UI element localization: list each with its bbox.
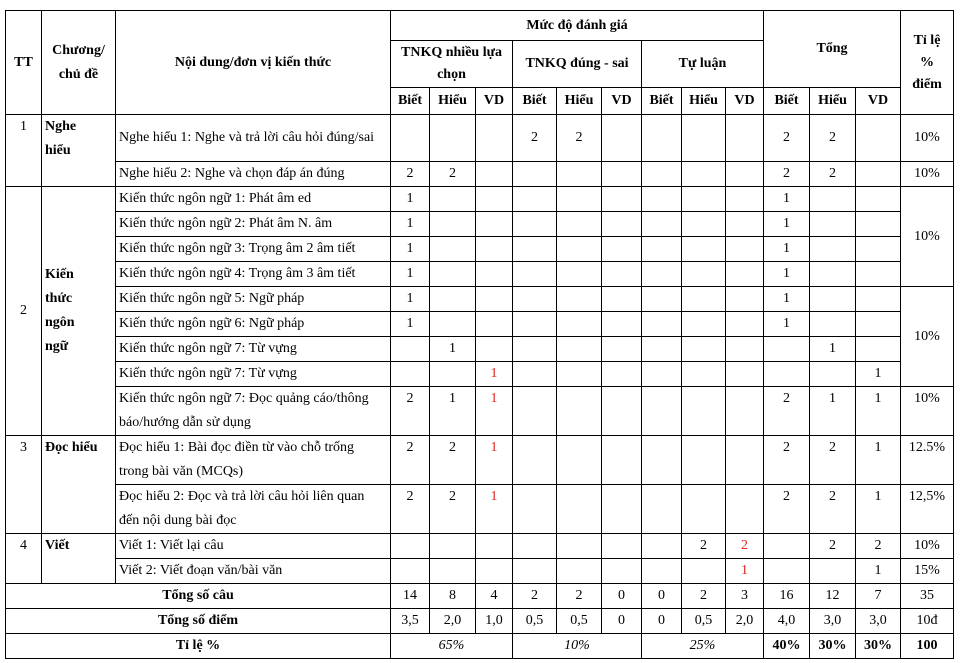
cell-e-hieu: 2: [682, 534, 726, 559]
cell-total-hieu: [810, 187, 856, 212]
sub-hieu: Hiểu: [810, 88, 856, 115]
cell-mc-biet: 1: [391, 262, 430, 287]
group-name: [42, 187, 116, 436]
cell-mc-vd: [476, 559, 513, 584]
total-count-cell: 8: [430, 584, 476, 609]
cell-tf-biet: 2: [513, 115, 557, 162]
sub-vd: VD: [602, 88, 642, 115]
cell-tf-vd: [602, 534, 642, 559]
content-cell: Kiến thức ngôn ngữ 7: Đọc quảng cáo/thông báo/hướng dẫn sử dụng: [116, 387, 391, 436]
cell-total-hieu: [810, 237, 856, 262]
cell-mc-biet: 2: [391, 436, 430, 485]
total-ratio-essay: 25%: [642, 634, 764, 659]
cell-e-vd: [726, 115, 764, 162]
cell-tf-vd: [602, 287, 642, 312]
total-points-cell: 1,0: [476, 609, 513, 634]
cell-mc-vd: 1: [476, 436, 513, 485]
cell-mc-biet: [391, 115, 430, 162]
total-ratio-mc: 65%: [391, 634, 513, 659]
cell-mc-hieu: [430, 212, 476, 237]
cell-e-hieu: [682, 162, 726, 187]
cell-total-vd: 1: [856, 485, 901, 534]
header-chapter: [42, 11, 116, 115]
cell-mc-vd: [476, 262, 513, 287]
cell-tf-biet: [513, 534, 557, 559]
cell-tf-hieu: 2: [557, 115, 602, 162]
cell-tf-hieu: [557, 212, 602, 237]
sub-hieu: Hiểu: [557, 88, 602, 115]
total-count-cell: 14: [391, 584, 430, 609]
cell-total-hieu: 2: [810, 115, 856, 162]
total-points-cell: 3,0: [810, 609, 856, 634]
cell-mc-vd: [476, 187, 513, 212]
total-count-cell: 4: [476, 584, 513, 609]
sub-biet: Biết: [391, 88, 430, 115]
cell-mc-biet: 1: [391, 287, 430, 312]
cell-ratio: 10%: [901, 287, 954, 387]
header-ratio-line2: %: [920, 54, 934, 70]
cell-e-vd: [726, 337, 764, 362]
cell-tf-vd: [602, 262, 642, 287]
group-name-line3: ngôn: [45, 315, 75, 330]
cell-tf-biet: [513, 287, 557, 312]
total-count-cell: 12: [810, 584, 856, 609]
sub-biet: Biết: [513, 88, 557, 115]
sub-biet: Biết: [764, 88, 810, 115]
cell-total-hieu: [810, 287, 856, 312]
cell-total-vd: [856, 262, 901, 287]
total-count-cell: 2: [513, 584, 557, 609]
cell-mc-biet: 1: [391, 212, 430, 237]
cell-mc-hieu: [430, 262, 476, 287]
cell-tf-vd: [602, 115, 642, 162]
cell-mc-biet: [391, 559, 430, 584]
cell-tf-hieu: [557, 162, 602, 187]
cell-tf-biet: [513, 362, 557, 387]
cell-e-hieu: [682, 115, 726, 162]
group-name-line1: Kiến: [45, 267, 74, 282]
cell-mc-biet: [391, 534, 430, 559]
cell-e-hieu: [682, 212, 726, 237]
cell-tf-hieu: [557, 387, 602, 436]
total-count-cell: 2: [682, 584, 726, 609]
cell-e-biet: [642, 436, 682, 485]
cell-total-vd: 1: [856, 362, 901, 387]
total-count-cell: 0: [642, 584, 682, 609]
sub-hieu: Hiểu: [430, 88, 476, 115]
cell-tf-vd: [602, 162, 642, 187]
cell-mc-vd: [476, 287, 513, 312]
cell-tf-biet: [513, 262, 557, 287]
cell-ratio: 12,5%: [901, 485, 954, 534]
total-points-cell: 0,5: [682, 609, 726, 634]
cell-tf-hieu: [557, 237, 602, 262]
cell-mc-hieu: 2: [430, 436, 476, 485]
sub-biet: Biết: [642, 88, 682, 115]
cell-mc-vd: [476, 237, 513, 262]
cell-total-vd: [856, 337, 901, 362]
total-ratio-all: 100: [901, 634, 954, 659]
cell-tf-biet: [513, 237, 557, 262]
cell-e-hieu: [682, 362, 726, 387]
cell-tf-hieu: [557, 436, 602, 485]
cell-total-hieu: 2: [810, 436, 856, 485]
total-points-cell: 2,0: [430, 609, 476, 634]
content-cell: Kiến thức ngôn ngữ 7: Từ vựng: [116, 362, 391, 387]
cell-tf-biet: [513, 212, 557, 237]
cell-ratio: 10%: [901, 387, 954, 436]
cell-mc-hieu: [430, 559, 476, 584]
cell-mc-hieu: [430, 237, 476, 262]
group-tt: 2: [6, 187, 42, 436]
cell-e-hieu: [682, 559, 726, 584]
sub-hieu: Hiểu: [682, 88, 726, 115]
cell-total-biet: 1: [764, 262, 810, 287]
cell-mc-vd: [476, 115, 513, 162]
cell-tf-vd: [602, 436, 642, 485]
cell-tf-hieu: [557, 262, 602, 287]
cell-total-vd: [856, 115, 901, 162]
cell-e-biet: [642, 312, 682, 337]
cell-ratio: 10%: [901, 162, 954, 187]
cell-mc-biet: 2: [391, 387, 430, 436]
cell-total-hieu: 2: [810, 485, 856, 534]
content-cell: Viết 2: Viết đoạn văn/bài văn: [116, 559, 391, 584]
cell-total-biet: 2: [764, 162, 810, 187]
cell-tf-biet: [513, 312, 557, 337]
cell-mc-biet: 1: [391, 237, 430, 262]
cell-e-hieu: [682, 485, 726, 534]
cell-total-vd: [856, 287, 901, 312]
cell-mc-hieu: [430, 287, 476, 312]
cell-e-biet: [642, 485, 682, 534]
cell-tf-hieu: [557, 559, 602, 584]
content-cell: Đọc hiểu 1: Bài đọc điền từ vào chỗ trống trong bài văn (MCQs): [116, 436, 391, 485]
group-name: [42, 115, 116, 187]
group-name-line1: Nghe: [45, 119, 77, 134]
cell-tf-vd: [602, 387, 642, 436]
cell-mc-vd: 1: [476, 362, 513, 387]
cell-tf-hieu: [557, 187, 602, 212]
content-cell: Kiến thức ngôn ngữ 1: Phát âm ed: [116, 187, 391, 212]
total-points-cell: 0: [602, 609, 642, 634]
sub-vd: VD: [856, 88, 901, 115]
cell-tf-biet: [513, 436, 557, 485]
cell-e-biet: [642, 115, 682, 162]
cell-e-hieu: [682, 387, 726, 436]
group-tt: 4: [6, 534, 42, 584]
content-cell: Kiến thức ngôn ngữ 6: Ngữ pháp: [116, 312, 391, 337]
group-tt: 1: [6, 115, 42, 187]
header-tnkq-mc-line1: TNKQ nhiều lựa: [401, 45, 502, 60]
cell-e-hieu: [682, 312, 726, 337]
total-points-cell: 3,5: [391, 609, 430, 634]
cell-total-vd: [856, 187, 901, 212]
cell-total-hieu: 1: [810, 337, 856, 362]
cell-e-biet: [642, 337, 682, 362]
total-ratio-biet: 40%: [764, 634, 810, 659]
cell-total-hieu: 2: [810, 162, 856, 187]
cell-total-vd: [856, 212, 901, 237]
cell-e-hieu: [682, 187, 726, 212]
content-cell: Kiến thức ngôn ngữ 3: Trọng âm 2 âm tiết: [116, 237, 391, 262]
cell-tf-vd: [602, 312, 642, 337]
content-cell: Viết 1: Viết lại câu: [116, 534, 391, 559]
cell-e-vd: [726, 212, 764, 237]
total-points-cell: 0,5: [513, 609, 557, 634]
cell-mc-hieu: 1: [430, 337, 476, 362]
header-ratio-line1: Tỉ lệ: [913, 32, 941, 48]
group-name-line2: thức: [45, 291, 73, 306]
cell-e-biet: [642, 212, 682, 237]
cell-total-biet: 1: [764, 287, 810, 312]
cell-mc-hieu: [430, 534, 476, 559]
cell-total-biet: 2: [764, 115, 810, 162]
total-points-cell: 4,0: [764, 609, 810, 634]
cell-mc-hieu: 1: [430, 387, 476, 436]
cell-tf-vd: [602, 559, 642, 584]
header-tt: TT: [6, 11, 42, 115]
total-points-cell: 3,0: [856, 609, 901, 634]
cell-total-biet: 2: [764, 436, 810, 485]
header-ratio-line3: điểm: [912, 76, 942, 92]
cell-tf-vd: [602, 212, 642, 237]
cell-total-biet: [764, 559, 810, 584]
header-tnkq-mc-line2: chọn: [437, 67, 466, 82]
cell-e-biet: [642, 559, 682, 584]
cell-total-biet: 2: [764, 387, 810, 436]
content-cell: Kiến thức ngôn ngữ 5: Ngữ pháp: [116, 287, 391, 312]
cell-tf-vd: [602, 485, 642, 534]
cell-mc-hieu: [430, 312, 476, 337]
group-name-line4: ngữ: [45, 339, 69, 354]
cell-mc-vd: 1: [476, 387, 513, 436]
cell-e-vd: [726, 312, 764, 337]
cell-mc-hieu: [430, 362, 476, 387]
cell-e-vd: 1: [726, 559, 764, 584]
cell-mc-vd: [476, 337, 513, 362]
cell-e-biet: [642, 387, 682, 436]
cell-ratio: 10%: [901, 115, 954, 162]
cell-tf-hieu: [557, 485, 602, 534]
cell-e-hieu: [682, 287, 726, 312]
cell-total-vd: 1: [856, 436, 901, 485]
cell-total-biet: 1: [764, 312, 810, 337]
cell-ratio: 10%: [901, 187, 954, 287]
total-ratio-label: Tỉ lệ %: [6, 634, 391, 659]
total-count-cell: 16: [764, 584, 810, 609]
total-count-cell: 3: [726, 584, 764, 609]
cell-tf-vd: [602, 337, 642, 362]
cell-total-vd: 1: [856, 387, 901, 436]
cell-e-vd: [726, 362, 764, 387]
cell-tf-biet: [513, 337, 557, 362]
cell-e-biet: [642, 534, 682, 559]
cell-mc-hieu: [430, 115, 476, 162]
cell-mc-hieu: 2: [430, 485, 476, 534]
cell-tf-vd: [602, 237, 642, 262]
cell-total-biet: 1: [764, 237, 810, 262]
cell-e-vd: [726, 436, 764, 485]
cell-mc-biet: 1: [391, 312, 430, 337]
cell-tf-hieu: [557, 362, 602, 387]
header-chapter-line2: chủ đề: [58, 66, 99, 82]
header-level: Mức độ đánh giá: [391, 11, 764, 41]
cell-total-hieu: 2: [810, 534, 856, 559]
total-count-cell: 2: [557, 584, 602, 609]
cell-e-vd: 2: [726, 534, 764, 559]
cell-e-hieu: [682, 436, 726, 485]
cell-e-vd: [726, 162, 764, 187]
total-count-cell: 35: [901, 584, 954, 609]
cell-total-hieu: [810, 362, 856, 387]
cell-mc-hieu: 2: [430, 162, 476, 187]
cell-ratio: 15%: [901, 559, 954, 584]
cell-mc-hieu: [430, 187, 476, 212]
cell-total-vd: 2: [856, 534, 901, 559]
cell-total-vd: [856, 312, 901, 337]
cell-e-hieu: [682, 237, 726, 262]
total-count-label: Tổng số câu: [6, 584, 391, 609]
content-cell: Đọc hiểu 2: Đọc và trả lời câu hỏi liên quan đến nội dung bài đọc: [116, 485, 391, 534]
group-name-line2: hiểu: [45, 143, 71, 158]
cell-tf-hieu: [557, 287, 602, 312]
header-tnkq-mc: [391, 41, 513, 88]
cell-total-biet: [764, 362, 810, 387]
cell-tf-biet: [513, 387, 557, 436]
group-name: Viết: [42, 534, 116, 584]
cell-mc-biet: [391, 337, 430, 362]
content-cell: Nghe hiểu 2: Nghe và chọn đáp án đúng: [116, 162, 391, 187]
cell-e-biet: [642, 262, 682, 287]
cell-mc-biet: 1: [391, 187, 430, 212]
cell-mc-biet: 2: [391, 485, 430, 534]
cell-tf-biet: [513, 485, 557, 534]
total-points-cell: 0,5: [557, 609, 602, 634]
cell-total-biet: [764, 337, 810, 362]
cell-total-hieu: [810, 312, 856, 337]
cell-tf-vd: [602, 362, 642, 387]
cell-ratio: 10%: [901, 534, 954, 559]
cell-tf-hieu: [557, 337, 602, 362]
cell-total-biet: 1: [764, 212, 810, 237]
cell-total-vd: [856, 162, 901, 187]
cell-mc-biet: 2: [391, 162, 430, 187]
content-cell: Kiến thức ngôn ngữ 4: Trọng âm 3 âm tiết: [116, 262, 391, 287]
cell-e-biet: [642, 187, 682, 212]
header-ratio: [901, 11, 954, 115]
header-total: Tổng: [764, 11, 901, 88]
header-essay: Tự luận: [642, 41, 764, 88]
cell-e-vd: [726, 287, 764, 312]
header-chapter-line1: Chương/: [52, 42, 105, 58]
cell-mc-vd: [476, 312, 513, 337]
cell-total-vd: 1: [856, 559, 901, 584]
cell-e-vd: [726, 485, 764, 534]
cell-ratio: 12.5%: [901, 436, 954, 485]
cell-mc-vd: [476, 534, 513, 559]
content-cell: Kiến thức ngôn ngữ 7: Từ vựng: [116, 337, 391, 362]
content-cell: Kiến thức ngôn ngữ 2: Phát âm N. âm: [116, 212, 391, 237]
cell-e-hieu: [682, 262, 726, 287]
assessment-matrix-table: [5, 10, 954, 659]
cell-tf-biet: [513, 559, 557, 584]
total-count-cell: 0: [602, 584, 642, 609]
cell-e-biet: [642, 287, 682, 312]
header-content: Nội dung/đơn vị kiến thức: [116, 11, 391, 115]
total-ratio-hieu: 30%: [810, 634, 856, 659]
total-count-cell: 7: [856, 584, 901, 609]
total-ratio-tf: 10%: [513, 634, 642, 659]
cell-mc-vd: [476, 212, 513, 237]
cell-e-vd: [726, 237, 764, 262]
cell-total-hieu: 1: [810, 387, 856, 436]
cell-e-hieu: [682, 337, 726, 362]
cell-mc-vd: 1: [476, 485, 513, 534]
cell-e-vd: [726, 262, 764, 287]
content-cell: Nghe hiểu 1: Nghe và trả lời câu hỏi đúng/sai: [116, 115, 391, 162]
header-tnkq-tf: TNKQ đúng - sai: [513, 41, 642, 88]
cell-e-biet: [642, 362, 682, 387]
cell-e-vd: [726, 387, 764, 436]
cell-total-biet: 2: [764, 485, 810, 534]
total-points-cell: 0: [642, 609, 682, 634]
sub-vd: VD: [726, 88, 764, 115]
cell-total-biet: [764, 534, 810, 559]
cell-e-vd: [726, 187, 764, 212]
total-points-cell: 2,0: [726, 609, 764, 634]
cell-tf-biet: [513, 162, 557, 187]
cell-total-vd: [856, 237, 901, 262]
sub-vd: VD: [476, 88, 513, 115]
total-ratio-vd: 30%: [856, 634, 901, 659]
cell-total-hieu: [810, 212, 856, 237]
cell-mc-biet: [391, 362, 430, 387]
cell-total-hieu: [810, 559, 856, 584]
group-tt: 3: [6, 436, 42, 534]
total-points-cell: 10đ: [901, 609, 954, 634]
cell-tf-biet: [513, 187, 557, 212]
total-points-label: Tổng số điểm: [6, 609, 391, 634]
cell-e-biet: [642, 237, 682, 262]
cell-tf-hieu: [557, 534, 602, 559]
cell-e-biet: [642, 162, 682, 187]
cell-tf-vd: [602, 187, 642, 212]
group-name: Đọc hiểu: [42, 436, 116, 534]
cell-mc-vd: [476, 162, 513, 187]
cell-tf-hieu: [557, 312, 602, 337]
cell-total-biet: 1: [764, 187, 810, 212]
cell-total-hieu: [810, 262, 856, 287]
